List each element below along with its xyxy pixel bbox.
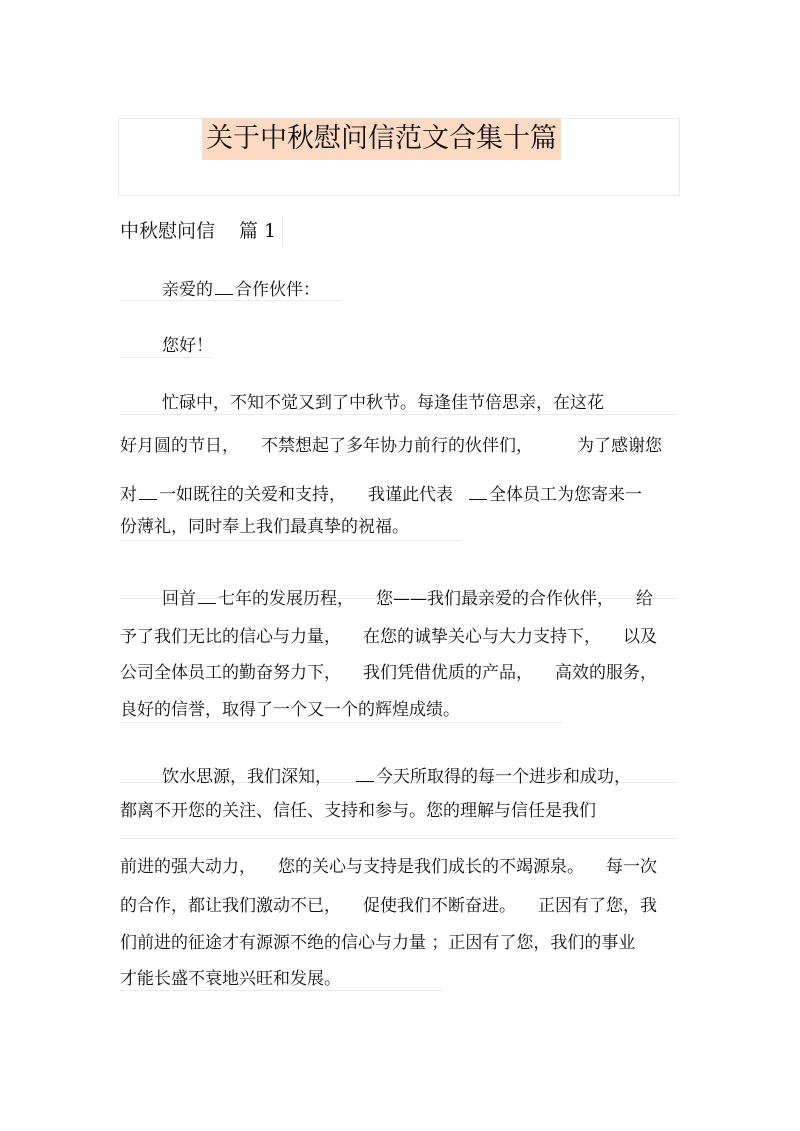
text-span: 今天所取得的每一个进步和成功， [376, 767, 631, 787]
p2-line-3 [120, 660, 657, 686]
blank-underline [215, 279, 233, 295]
text-span: 给 [636, 589, 653, 609]
text-span: 全体员工为您寄来一 [489, 485, 642, 505]
p1-line-2 [120, 433, 662, 459]
p1-line-1: 忙碌中，不知不觉又到了中秋节。每逢佳节倍思亲，在这花 [162, 393, 604, 413]
text-span: 七年的发展历程， [218, 589, 354, 609]
p2-line-2 [120, 624, 657, 650]
p3-line-5: 们前进的征途才有源源不绝的信心与力量 ；正因有了您，我们的事业 [120, 933, 636, 953]
text-span: 我们凭借优质的产品， [363, 663, 533, 683]
text-span: 公司全体员工的勤奋努力下， [120, 663, 341, 683]
p2-line-1 [162, 586, 653, 612]
text-span: 的合作，都让我们激动不已， [120, 896, 341, 916]
section-heading [120, 216, 283, 246]
p3-line-1 [162, 764, 631, 790]
p1-line-3 [120, 482, 642, 508]
blank-underline [356, 766, 374, 782]
text-span: 我谨此代表 [368, 485, 453, 505]
salutation [162, 277, 320, 303]
heading-text: 中秋慰问信 [120, 220, 216, 242]
text-span: 以及 [623, 627, 657, 647]
salutation-post: 合作伙伴： [235, 280, 320, 300]
document-title: 关于中秋慰问信范文合集十篇 [202, 118, 561, 160]
text-span: 饮水思源，我们深知， [162, 767, 332, 787]
text-span: 您的关心与支持是我们成长的不竭源泉。 [278, 857, 584, 877]
text-span: 回首 [162, 589, 196, 609]
salutation-pre: 亲爱的 [162, 280, 213, 300]
text-span: 好月圆的节日， [120, 436, 239, 456]
p3-line-3 [120, 854, 657, 880]
text-span: 在您的诚挚关心与大力支持下， [363, 627, 601, 647]
p3-line-4 [120, 893, 657, 919]
heading-number: 篇 1 [239, 220, 277, 242]
text-span: 前进的强大动力， [120, 857, 256, 877]
text-span: 促使我们不断奋进。 [363, 896, 516, 916]
p3-line-2: 都离不开您的关注、信任、支持和参与。您的理解与信任是我们 [120, 801, 596, 821]
text-span: 一如既往的关爱和支持， [159, 485, 346, 505]
p3-line-6: 才能长盛不衰地兴旺和发展。 [120, 969, 341, 989]
blank-underline [469, 484, 487, 500]
text-span: 每一次 [606, 857, 657, 877]
text-span: 高效的服务， [555, 663, 657, 683]
text-span: 不禁想起了多年协力前行的伙伴们， [261, 436, 533, 456]
text-span: 正因有了您，我 [538, 896, 657, 916]
p1-line-4: 份薄礼，同时奉上我们最真挚的祝福。 [120, 517, 409, 537]
greeting: 您好！ [162, 336, 213, 356]
line-rule [120, 838, 678, 839]
text-span: 为了感谢您 [577, 436, 662, 456]
text-span: 对 [120, 485, 137, 505]
line-rule [120, 540, 462, 541]
blank-underline [198, 588, 216, 604]
text-span: 予了我们无比的信心与力量， [120, 627, 341, 647]
blank-underline [139, 484, 157, 500]
p2-line-4: 良好的信誉，取得了一个又一个的辉煌成绩。 [120, 700, 460, 720]
text-span: 您——我们最亲爱的合作伙伴， [376, 589, 614, 609]
